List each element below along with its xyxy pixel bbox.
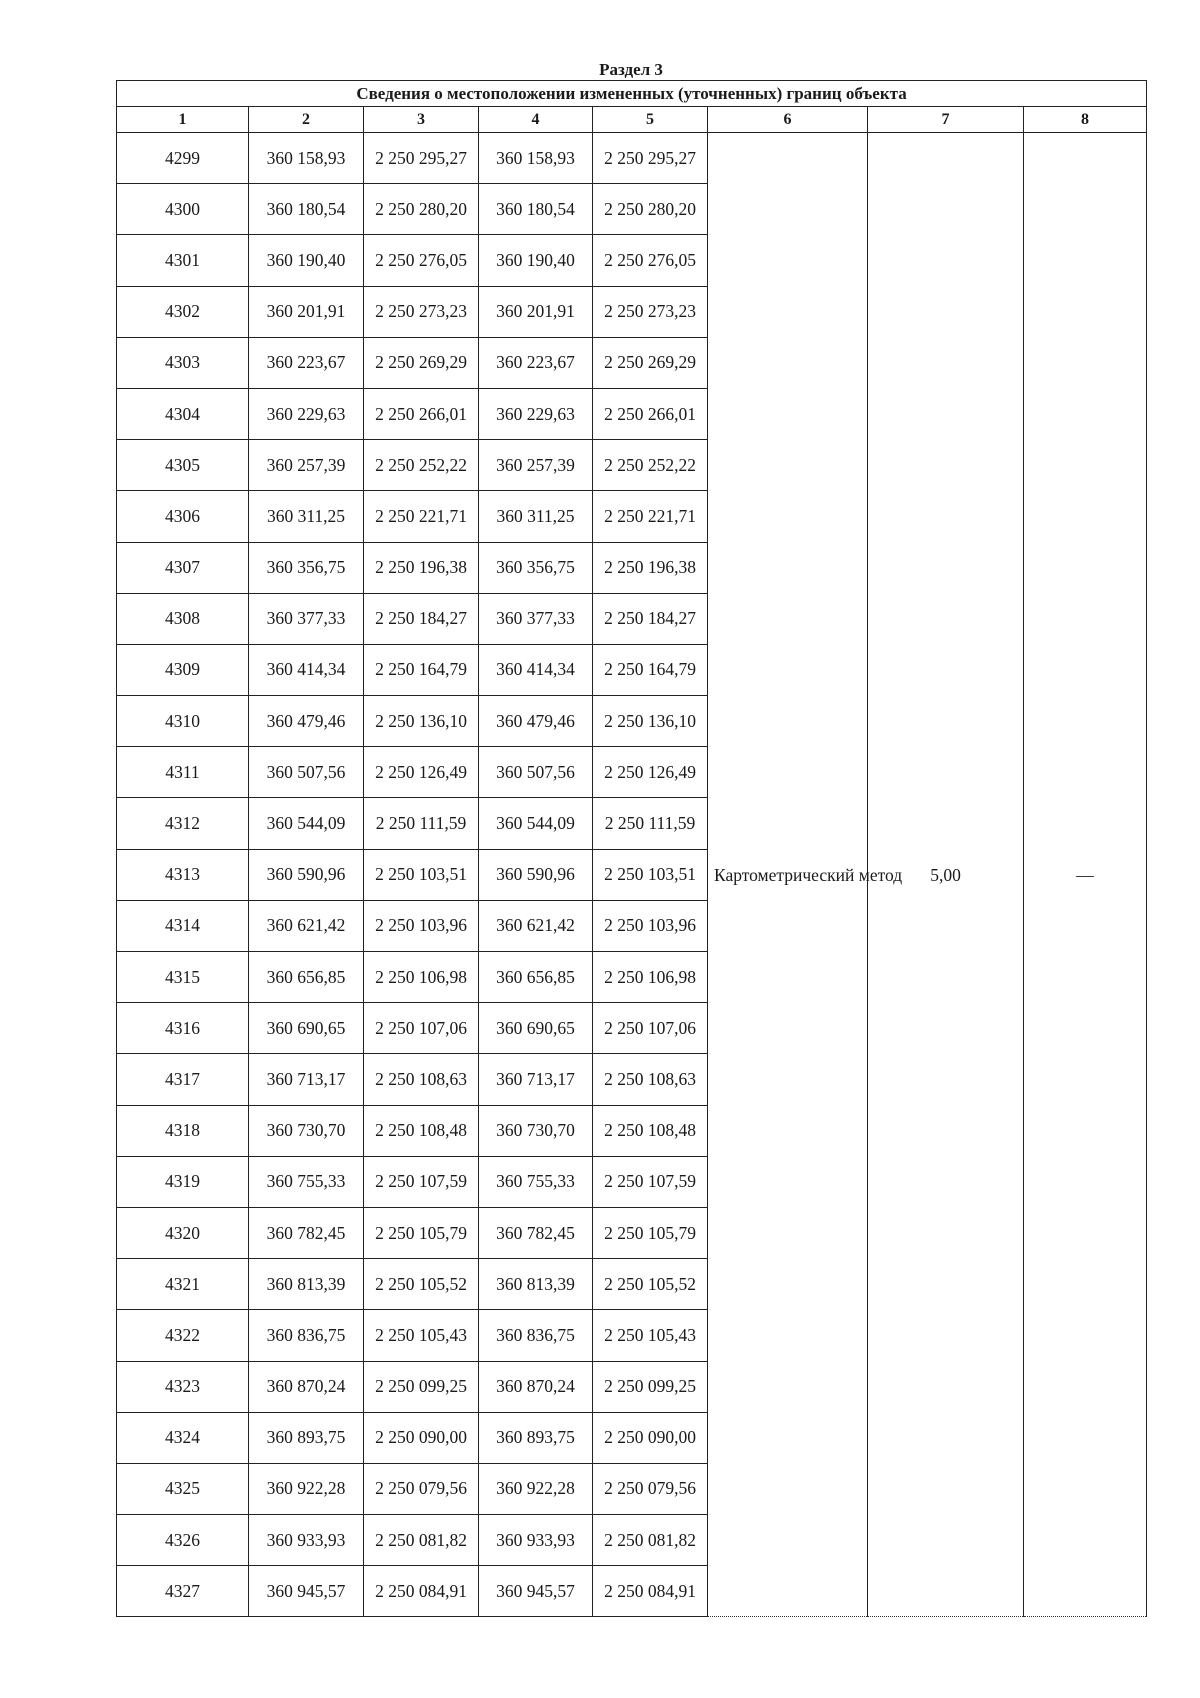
x-new-cell: 360 782,45 [479,1207,593,1258]
column-number-7: 7 [868,107,1024,133]
x-old-cell: 360 870,24 [249,1361,364,1412]
x-new-cell: 360 621,42 [479,900,593,951]
column-number-2: 2 [249,107,364,133]
point-number-cell: 4320 [117,1207,249,1258]
x-new-cell: 360 590,96 [479,849,593,900]
x-new-cell: 360 158,93 [479,133,593,184]
point-number-cell: 4327 [117,1566,249,1617]
x-old-cell: 360 782,45 [249,1207,364,1258]
y-old-cell: 2 250 081,82 [364,1515,479,1566]
y-new-cell: 2 250 105,52 [593,1259,708,1310]
point-number-cell: 4300 [117,184,249,235]
x-new-cell: 360 893,75 [479,1412,593,1463]
point-number-cell: 4314 [117,900,249,951]
table-row [117,133,1147,184]
y-old-cell: 2 250 105,79 [364,1207,479,1258]
x-new-cell: 360 945,57 [479,1566,593,1617]
section-title: Раздел 3 [599,60,663,79]
y-old-cell: 2 250 164,79 [364,644,479,695]
y-old-cell: 2 250 266,01 [364,388,479,439]
x-old-cell: 360 730,70 [249,1105,364,1156]
column-number-row [117,107,1147,133]
x-old-cell: 360 311,25 [249,491,364,542]
point-number-cell: 4299 [117,133,249,184]
point-number-cell: 4305 [117,440,249,491]
x-old-cell: 360 158,93 [249,133,364,184]
point-number-cell: 4318 [117,1105,249,1156]
x-new-cell: 360 190,40 [479,235,593,286]
x-old-cell: 360 933,93 [249,1515,364,1566]
y-new-cell: 2 250 090,00 [593,1412,708,1463]
x-new-cell: 360 690,65 [479,1003,593,1054]
point-number-cell: 4302 [117,286,249,337]
x-old-cell: 360 836,75 [249,1310,364,1361]
x-old-cell: 360 945,57 [249,1566,364,1617]
point-number-cell: 4306 [117,491,249,542]
column-8-cell: — [1024,133,1147,1617]
x-old-cell: 360 621,42 [249,900,364,951]
x-new-cell: 360 922,28 [479,1463,593,1514]
y-new-cell: 2 250 108,63 [593,1054,708,1105]
x-new-cell: 360 730,70 [479,1105,593,1156]
table-body [117,133,1147,1617]
x-new-cell: 360 933,93 [479,1515,593,1566]
x-new-cell: 360 813,39 [479,1259,593,1310]
x-old-cell: 360 190,40 [249,235,364,286]
y-old-cell: 2 250 099,25 [364,1361,479,1412]
y-old-cell: 2 250 276,05 [364,235,479,286]
x-new-cell: 360 377,33 [479,593,593,644]
y-old-cell: 2 250 106,98 [364,952,479,1003]
point-number-cell: 4301 [117,235,249,286]
x-old-cell: 360 201,91 [249,286,364,337]
x-old-cell: 360 229,63 [249,388,364,439]
point-number-cell: 4311 [117,747,249,798]
y-old-cell: 2 250 111,59 [364,798,479,849]
y-new-cell: 2 250 164,79 [593,644,708,695]
y-old-cell: 2 250 221,71 [364,491,479,542]
column-number-6: 6 [708,107,868,133]
x-new-cell: 360 201,91 [479,286,593,337]
point-number-cell: 4326 [117,1515,249,1566]
point-number-cell: 4322 [117,1310,249,1361]
column-number-1: 1 [117,107,249,133]
method-cell: Картометрический метод [708,133,868,1617]
y-new-cell: 2 250 126,49 [593,747,708,798]
point-number-cell: 4325 [117,1463,249,1514]
y-new-cell: 2 250 105,79 [593,1207,708,1258]
y-old-cell: 2 250 252,22 [364,440,479,491]
y-new-cell: 2 250 276,05 [593,235,708,286]
x-new-cell: 360 870,24 [479,1361,593,1412]
x-old-cell: 360 479,46 [249,696,364,747]
column-number-3: 3 [364,107,479,133]
x-old-cell: 360 223,67 [249,337,364,388]
x-old-cell: 360 507,56 [249,747,364,798]
y-old-cell: 2 250 273,23 [364,286,479,337]
x-new-cell: 360 507,56 [479,747,593,798]
y-new-cell: 2 250 107,06 [593,1003,708,1054]
point-number-cell: 4309 [117,644,249,695]
y-old-cell: 2 250 084,91 [364,1566,479,1617]
x-new-cell: 360 223,67 [479,337,593,388]
y-old-cell: 2 250 103,96 [364,900,479,951]
column-number-4: 4 [479,107,593,133]
y-old-cell: 2 250 105,52 [364,1259,479,1310]
y-new-cell: 2 250 136,10 [593,696,708,747]
y-old-cell: 2 250 103,51 [364,849,479,900]
y-new-cell: 2 250 107,59 [593,1156,708,1207]
point-number-cell: 4313 [117,849,249,900]
y-new-cell: 2 250 252,22 [593,440,708,491]
point-number-cell: 4319 [117,1156,249,1207]
x-old-cell: 360 755,33 [249,1156,364,1207]
x-old-cell: 360 414,34 [249,644,364,695]
x-old-cell: 360 656,85 [249,952,364,1003]
precision-cell: 5,00 [868,133,1024,1617]
table-caption: Сведения о местоположении измененных (уточненных) границ объекта [117,81,1147,107]
x-old-cell: 360 922,28 [249,1463,364,1514]
point-number-cell: 4303 [117,337,249,388]
y-old-cell: 2 250 269,29 [364,337,479,388]
y-old-cell: 2 250 079,56 [364,1463,479,1514]
y-new-cell: 2 250 266,01 [593,388,708,439]
x-old-cell: 360 690,65 [249,1003,364,1054]
y-new-cell: 2 250 196,38 [593,542,708,593]
point-number-cell: 4323 [117,1361,249,1412]
x-old-cell: 360 356,75 [249,542,364,593]
y-new-cell: 2 250 295,27 [593,133,708,184]
y-old-cell: 2 250 295,27 [364,133,479,184]
x-old-cell: 360 590,96 [249,849,364,900]
x-new-cell: 360 414,34 [479,644,593,695]
point-number-cell: 4324 [117,1412,249,1463]
y-old-cell: 2 250 107,06 [364,1003,479,1054]
y-old-cell: 2 250 184,27 [364,593,479,644]
y-new-cell: 2 250 280,20 [593,184,708,235]
y-new-cell: 2 250 106,98 [593,952,708,1003]
point-number-cell: 4307 [117,542,249,593]
y-old-cell: 2 250 108,63 [364,1054,479,1105]
point-number-cell: 4316 [117,1003,249,1054]
y-old-cell: 2 250 136,10 [364,696,479,747]
y-new-cell: 2 250 084,91 [593,1566,708,1617]
y-old-cell: 2 250 108,48 [364,1105,479,1156]
y-new-cell: 2 250 273,23 [593,286,708,337]
x-new-cell: 360 713,17 [479,1054,593,1105]
y-new-cell: 2 250 184,27 [593,593,708,644]
x-new-cell: 360 356,75 [479,542,593,593]
x-new-cell: 360 257,39 [479,440,593,491]
y-new-cell: 2 250 103,96 [593,900,708,951]
y-new-cell: 2 250 108,48 [593,1105,708,1156]
y-new-cell: 2 250 111,59 [593,798,708,849]
point-number-cell: 4312 [117,798,249,849]
x-new-cell: 360 656,85 [479,952,593,1003]
x-new-cell: 360 229,63 [479,388,593,439]
y-new-cell: 2 250 269,29 [593,337,708,388]
x-old-cell: 360 544,09 [249,798,364,849]
point-number-cell: 4321 [117,1259,249,1310]
point-number-cell: 4317 [117,1054,249,1105]
point-number-cell: 4315 [117,952,249,1003]
y-old-cell: 2 250 105,43 [364,1310,479,1361]
boundary-coordinates-table [116,80,1147,1617]
x-new-cell: 360 180,54 [479,184,593,235]
x-new-cell: 360 755,33 [479,1156,593,1207]
y-old-cell: 2 250 090,00 [364,1412,479,1463]
y-new-cell: 2 250 103,51 [593,849,708,900]
x-new-cell: 360 544,09 [479,798,593,849]
y-new-cell: 2 250 079,56 [593,1463,708,1514]
x-old-cell: 360 180,54 [249,184,364,235]
y-new-cell: 2 250 221,71 [593,491,708,542]
x-old-cell: 360 377,33 [249,593,364,644]
column-number-8: 8 [1024,107,1147,133]
y-old-cell: 2 250 107,59 [364,1156,479,1207]
column-number-5: 5 [593,107,708,133]
y-old-cell: 2 250 196,38 [364,542,479,593]
x-old-cell: 360 813,39 [249,1259,364,1310]
x-old-cell: 360 893,75 [249,1412,364,1463]
point-number-cell: 4304 [117,388,249,439]
y-new-cell: 2 250 081,82 [593,1515,708,1566]
y-new-cell: 2 250 099,25 [593,1361,708,1412]
x-new-cell: 360 836,75 [479,1310,593,1361]
y-old-cell: 2 250 126,49 [364,747,479,798]
x-old-cell: 360 713,17 [249,1054,364,1105]
y-old-cell: 2 250 280,20 [364,184,479,235]
x-new-cell: 360 479,46 [479,696,593,747]
x-old-cell: 360 257,39 [249,440,364,491]
y-new-cell: 2 250 105,43 [593,1310,708,1361]
x-new-cell: 360 311,25 [479,491,593,542]
point-number-cell: 4310 [117,696,249,747]
point-number-cell: 4308 [117,593,249,644]
